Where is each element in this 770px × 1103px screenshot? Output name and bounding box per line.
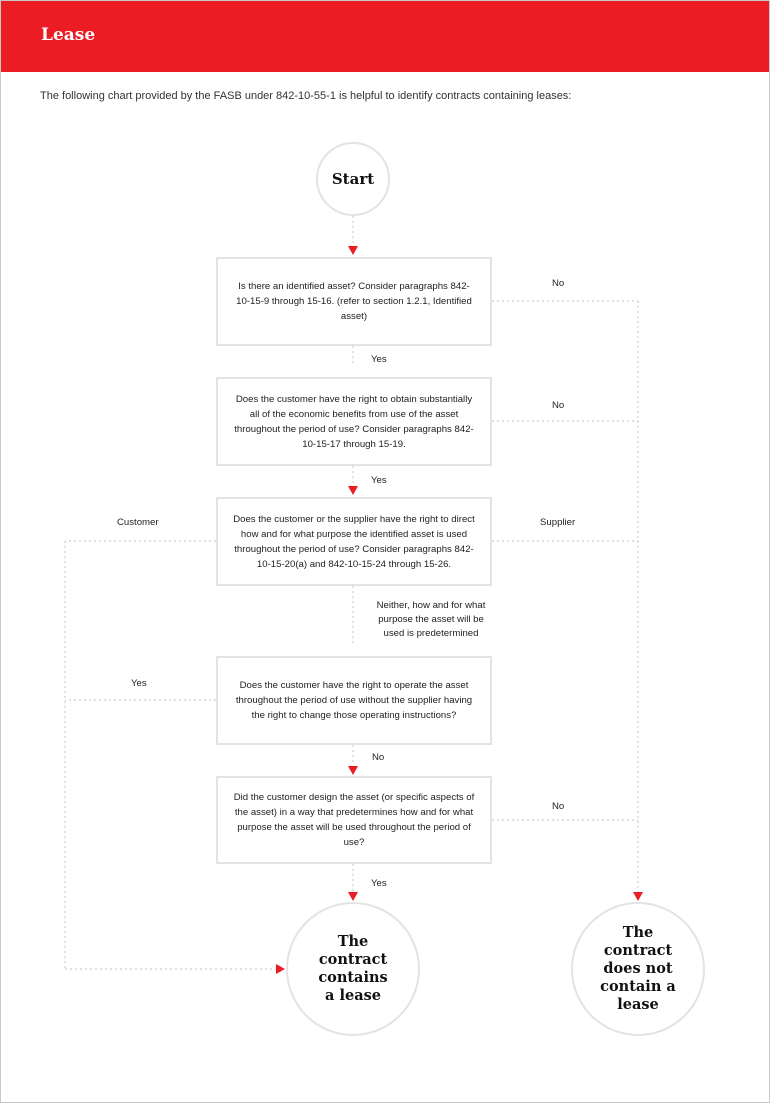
outcome-contains-lease: The contract contains a lease xyxy=(286,902,420,1036)
label-yes-1: Yes xyxy=(371,354,387,365)
intro-text: The following chart provided by the FASB under 842-10-55-1 is helpful to identify contracts containing leases: xyxy=(40,90,572,102)
start-node: Start xyxy=(316,142,390,216)
arrow-to-q5 xyxy=(348,766,358,775)
label-customer: Customer xyxy=(117,517,159,528)
arrow-left-to-contains xyxy=(276,964,285,974)
question-right-to-operate: Does the customer have the right to operate the asset throughout the period of use without the supplier having the right to change those operating instructions? xyxy=(216,656,492,745)
label-no-1: No xyxy=(552,278,565,289)
label-no-3: No xyxy=(372,752,385,763)
page-title: Lease xyxy=(41,25,96,45)
question-identified-asset: Is there an identified asset? Consider paragraphs 842-10-15-9 through 15-16. (refer to section 1.2.1, Identified asset) xyxy=(216,257,492,346)
arrow-to-q3 xyxy=(348,486,358,495)
label-yes-3: Yes xyxy=(131,678,147,689)
label-neither: Neither, how and for what purpose the asset will be used is predetermined xyxy=(376,600,486,639)
arrow-to-not-contain xyxy=(633,892,643,901)
question-economic-benefits: Does the customer have the right to obtain substantially all of the economic benefits from use of the asset throughout the period of use? Consider paragraphs 842-10-15-17 through 15-19. xyxy=(216,377,492,466)
label-no-2: No xyxy=(552,400,565,411)
label-yes-4: Yes xyxy=(371,878,387,889)
question-customer-design: Did the customer design the asset (or specific aspects of the asset) in a way that predetermines how and for what purpose the asset will be used throughout the period of use? xyxy=(216,776,492,864)
label-yes-2: Yes xyxy=(371,475,387,486)
arrow-to-contains xyxy=(348,892,358,901)
label-supplier: Supplier xyxy=(540,517,576,528)
question-right-to-direct: Does the customer or the supplier have the right to direct how and for what purpose the identified asset is used throughout the period of use? Consider paragraphs 842-10-15-20(a) and 842-10-15-24 through 15-26. xyxy=(216,497,492,586)
arrow-to-q1 xyxy=(348,246,358,255)
outcome-does-not-contain-lease: The contract does not contain a lease xyxy=(571,902,705,1036)
label-no-4: No xyxy=(552,801,565,812)
